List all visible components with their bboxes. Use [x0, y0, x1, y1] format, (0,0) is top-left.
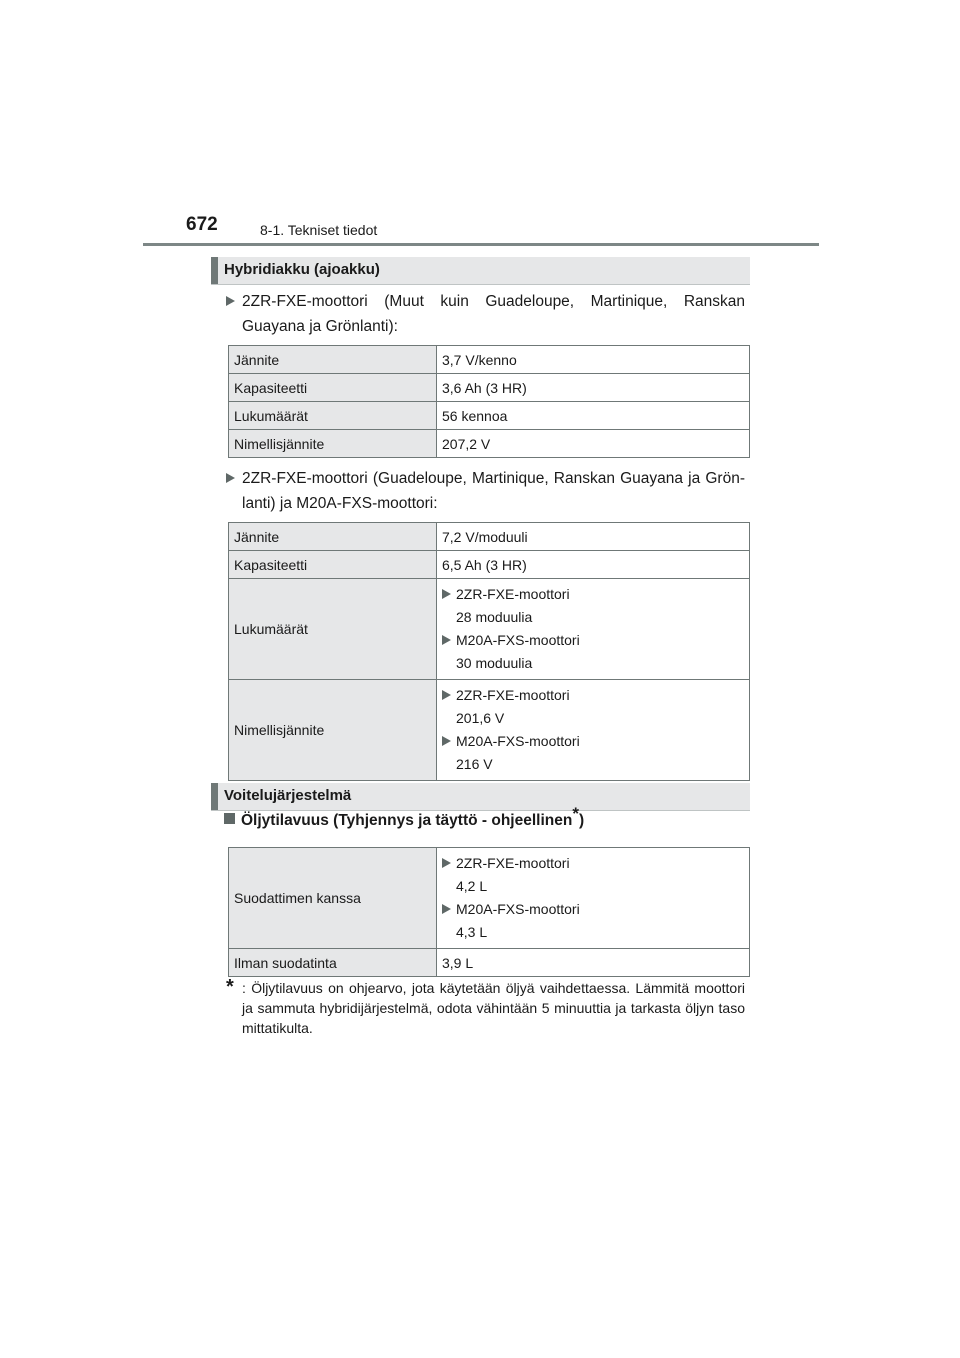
table-row — [229, 579, 750, 680]
table-row — [229, 402, 750, 430]
table-key: Suodattimen kanssa — [229, 848, 437, 949]
engine-item — [442, 730, 744, 753]
oil-capacity-table — [228, 847, 750, 977]
section-title: Voitelujärjestelmä — [224, 787, 352, 804]
engine-item — [442, 898, 744, 921]
table-value — [437, 848, 750, 949]
triangle-bullet-icon — [442, 635, 451, 645]
engine-value: 4,2 L — [456, 878, 488, 894]
section-heading-lubrication — [211, 783, 750, 811]
engine-item — [442, 583, 744, 606]
table-key: Nimellisjännite — [229, 680, 437, 781]
table-row — [229, 949, 750, 977]
subheading-text: Öljytilavuus (Tyhjennys ja täyttö - ohjeellinen — [241, 812, 573, 829]
subheading-oil-capacity — [224, 803, 585, 830]
footnote — [226, 978, 745, 1038]
paragraph-engine-variant-1 — [226, 289, 745, 339]
table-key: Kapasiteetti — [229, 551, 437, 579]
engine-item — [442, 684, 744, 707]
table-row — [229, 374, 750, 402]
table-value — [437, 680, 750, 781]
table-row — [229, 523, 750, 551]
table-key: Kapasiteetti — [229, 374, 437, 402]
table-value: 6,5 Ah (3 HR) — [437, 551, 750, 579]
paragraph-engine-variant-2 — [226, 466, 745, 516]
engine-item — [442, 629, 744, 652]
table-key: Lukumäärät — [229, 402, 437, 430]
table-key: Jännite — [229, 523, 437, 551]
page-number: 672 — [186, 214, 218, 235]
table-value: 7,2 V/moduuli — [437, 523, 750, 551]
triangle-bullet-icon — [226, 296, 235, 306]
chapter-title: 8-1. Tekniset tiedot — [260, 222, 378, 238]
engine-value: 201,6 V — [456, 710, 505, 726]
triangle-bullet-icon — [442, 589, 451, 599]
engine-name: 2ZR-FXE-moottori — [456, 855, 570, 871]
battery-spec-table-2 — [228, 522, 750, 781]
table-row — [229, 680, 750, 781]
engine-value: 30 moduulia — [456, 655, 533, 671]
paragraph-text: 2ZR-FXE-moottori (Guadeloupe, Martinique, Ranskan Guayana ja Grönlanti) ja M20A-FXS-moottori: — [242, 470, 745, 512]
engine-name: M20A-FXS-moottori — [456, 632, 580, 648]
engine-name: M20A-FXS-moottori — [456, 733, 580, 749]
section-heading-hybrid-battery — [211, 257, 750, 285]
engine-value: 28 moduulia — [456, 609, 533, 625]
table-key: Ilman suodatinta — [229, 949, 437, 977]
table-value: 3,7 V/kenno — [437, 346, 750, 374]
table-value: 3,9 L — [437, 949, 750, 977]
triangle-bullet-icon — [442, 858, 451, 868]
section-bar — [211, 783, 218, 810]
table-key: Lukumäärät — [229, 579, 437, 680]
triangle-bullet-icon — [226, 473, 235, 483]
footnote-star: * — [226, 976, 234, 998]
table-key: Nimellisjännite — [229, 430, 437, 458]
engine-value: 216 V — [456, 756, 493, 772]
paragraph-text: 2ZR-FXE-moottori (Muut kuin Guadeloupe, Martinique, Ranskan Guayana ja Grönlanti): — [242, 293, 745, 335]
section-bar — [211, 257, 218, 284]
table-row — [229, 848, 750, 949]
header-rule — [143, 243, 819, 246]
engine-item — [442, 852, 744, 875]
table-row — [229, 551, 750, 579]
triangle-bullet-icon — [442, 904, 451, 914]
section-title: Hybridiakku (ajoakku) — [224, 261, 380, 278]
square-bullet-icon — [224, 813, 235, 824]
subheading-close: ) — [578, 812, 585, 829]
engine-name: 2ZR-FXE-moottori — [456, 687, 570, 703]
engine-name: M20A-FXS-moottori — [456, 901, 580, 917]
table-value — [437, 579, 750, 680]
table-row — [229, 430, 750, 458]
table-value: 3,6 Ah (3 HR) — [437, 374, 750, 402]
table-row — [229, 346, 750, 374]
battery-spec-table-1 — [228, 345, 750, 458]
table-key: Jännite — [229, 346, 437, 374]
table-value: 207,2 V — [437, 430, 750, 458]
table-value: 56 kennoa — [437, 402, 750, 430]
engine-value: 4,3 L — [456, 924, 488, 940]
triangle-bullet-icon — [442, 690, 451, 700]
footnote-star: * — [572, 803, 579, 823]
triangle-bullet-icon — [442, 736, 451, 746]
engine-name: 2ZR-FXE-moottori — [456, 586, 570, 602]
footnote-text: : Öljytilavuus on ohjearvo, jota käytetään öljyä vaihdettaessa. Lämmitä moottori ja sammuta hybridijärjestelmä, odota vähintään 5 minuuttia ja tarkasta öljyn taso mittatikulta. — [242, 980, 745, 1036]
